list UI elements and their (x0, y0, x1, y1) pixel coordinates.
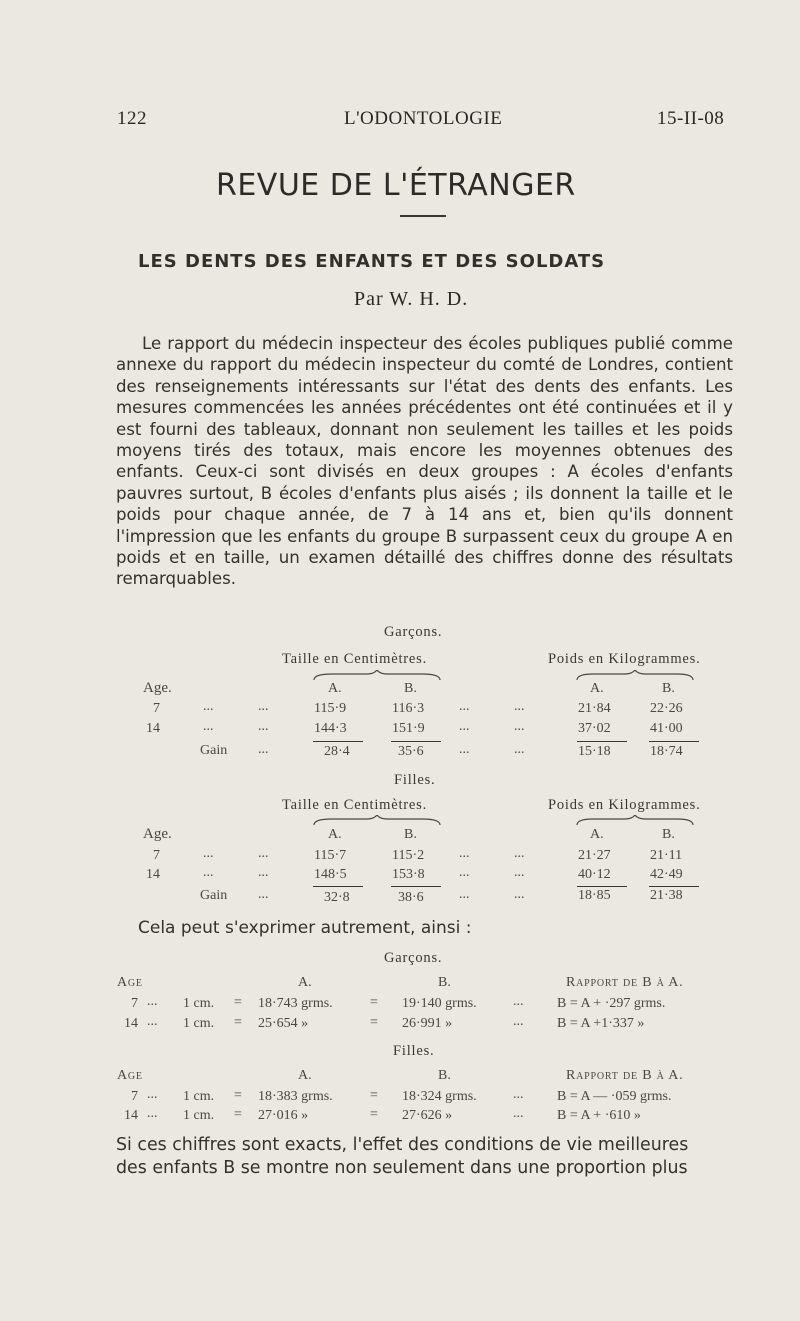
ratio-age: 7 (131, 1089, 138, 1104)
equals-sign: = (370, 1015, 378, 1030)
table-cell: 116·3 (392, 701, 425, 716)
age-header: Age (117, 1068, 143, 1083)
poids-header: Poids en Kilogrammes. (548, 651, 701, 667)
dots: ... (258, 887, 269, 902)
sum-rule (313, 741, 363, 742)
col-a-header: A. (298, 975, 312, 990)
col-a-header: A. (328, 681, 342, 696)
unit: 1 cm. (183, 1016, 215, 1031)
dots: ... (258, 865, 269, 880)
sum-rule (649, 886, 699, 887)
gain-label: Gain (200, 743, 228, 758)
gain-label: Gain (200, 888, 228, 903)
table-cell: 28·4 (324, 744, 350, 759)
unit: 1 cm. (183, 996, 215, 1011)
journal-name: L'ODONTOLOGIE (344, 108, 503, 129)
dots: ... (203, 719, 214, 734)
table-cell: 21·11 (650, 848, 683, 863)
table-cell: 151·9 (392, 721, 425, 736)
table-cell: 41·00 (650, 721, 683, 736)
sum-rule (313, 886, 363, 887)
dots: ... (514, 865, 525, 880)
col-a-header: A. (328, 827, 342, 842)
taille-brace (312, 815, 442, 827)
garcons-label: Garçons. (384, 624, 443, 640)
intro-paragraph (116, 333, 733, 590)
sum-rule (391, 741, 441, 742)
ratio-age: 14 (124, 1108, 138, 1123)
table-cell: 21·38 (650, 888, 683, 903)
ratio-a: 27·016 » (258, 1108, 309, 1123)
age-header: Age (117, 975, 143, 990)
dots: ... (514, 742, 525, 757)
age-cell: 7 (153, 701, 160, 716)
filles-label: Filles. (394, 772, 436, 788)
table-cell: 18·85 (578, 888, 611, 903)
col-b-header: B. (662, 827, 675, 842)
garcons-label: Garçons. (384, 950, 443, 966)
table-cell: 18·74 (650, 744, 683, 759)
article-title: LES DENTS DES ENFANTS ET DES SOLDATS (138, 251, 606, 272)
dots: ... (513, 1106, 524, 1121)
dots: ... (147, 994, 158, 1009)
dots: ... (147, 1106, 158, 1121)
sum-rule (577, 741, 627, 742)
table-cell: 153·8 (392, 867, 425, 882)
poids-brace (575, 815, 695, 827)
dots: ... (513, 1087, 524, 1102)
dots: ... (514, 887, 525, 902)
dots: ... (258, 699, 269, 714)
table-cell: 35·6 (398, 744, 424, 759)
age-cell: 14 (146, 867, 160, 882)
dots: ... (203, 846, 214, 861)
table-cell: 115·7 (314, 848, 347, 863)
ratio-a: 18·383 grms. (258, 1089, 333, 1104)
dots: ... (514, 719, 525, 734)
table-cell: 21·27 (578, 848, 611, 863)
dots: ... (459, 719, 470, 734)
col-b-header: B. (662, 681, 675, 696)
dots: ... (514, 699, 525, 714)
ratio-b: 27·626 » (402, 1108, 453, 1123)
taille-header: Taille en Centimètres. (282, 797, 428, 813)
byline: Par W. H. D. (354, 288, 469, 310)
equals-sign: = (234, 1088, 242, 1103)
equals-sign: = (370, 1107, 378, 1122)
dots: ... (459, 846, 470, 861)
rapport-header: Rapport de B à A. (566, 975, 684, 990)
age-cell: 14 (146, 721, 160, 736)
table-cell: 115·9 (314, 701, 347, 716)
rapport-value: B = A +1·337 » (557, 1016, 645, 1031)
ratio-b: 26·991 » (402, 1016, 453, 1031)
table-cell: 42·49 (650, 867, 683, 882)
table-cell: 38·6 (398, 890, 424, 905)
dots: ... (514, 846, 525, 861)
col-a-header: A. (590, 681, 604, 696)
table-cell: 37·02 (578, 721, 611, 736)
poids-header: Poids en Kilogrammes. (548, 797, 701, 813)
dots: ... (258, 742, 269, 757)
ratio-b: 18·324 grms. (402, 1089, 477, 1104)
dots: ... (459, 887, 470, 902)
table-cell: 22·26 (650, 701, 683, 716)
table-cell: 15·18 (578, 744, 611, 759)
unit: 1 cm. (183, 1108, 215, 1123)
ratio-age: 7 (131, 996, 138, 1011)
dots: ... (147, 1014, 158, 1029)
equals-sign: = (370, 995, 378, 1010)
col-b-header: B. (438, 1068, 451, 1083)
dots: ... (459, 699, 470, 714)
col-a-header: A. (298, 1068, 312, 1083)
taille-header: Taille en Centimètres. (282, 651, 428, 667)
table-cell: 32·8 (324, 890, 350, 905)
unit: 1 cm. (183, 1089, 215, 1104)
page-number: 122 (117, 108, 147, 129)
ratio-a: 25·654 » (258, 1016, 309, 1031)
dots: ... (258, 846, 269, 861)
rapport-value: B = A — ·059 grms. (557, 1089, 672, 1104)
age-header: Age. (143, 826, 172, 842)
col-b-header: B. (438, 975, 451, 990)
rapport-value: B = A + ·297 grms. (557, 996, 666, 1011)
equals-sign: = (234, 1107, 242, 1122)
age-cell: 7 (153, 848, 160, 863)
col-a-header: A. (590, 827, 604, 842)
dots: ... (203, 865, 214, 880)
issue-date: 15-II-08 (657, 108, 725, 129)
dots: ... (513, 1014, 524, 1029)
sum-rule (577, 886, 627, 887)
dots: ... (258, 719, 269, 734)
table-cell: 40·12 (578, 867, 611, 882)
equals-sign: = (370, 1088, 378, 1103)
dots: ... (459, 742, 470, 757)
ratio-intro: Cela peut s'exprimer autrement, ainsi : (138, 918, 472, 938)
title-rule (400, 215, 446, 217)
table-cell: 148·5 (314, 867, 347, 882)
dots: ... (147, 1087, 158, 1102)
rapport-header: Rapport de B à A. (566, 1068, 684, 1083)
dots: ... (459, 865, 470, 880)
age-header: Age. (143, 680, 172, 696)
intro-text: Le rapport du médecin inspecteur des écoles publiques publié comme annexe du rapport du médecin inspecteur du comté de Londres, contient des renseignements intéressants sur l'état des dents des enfants. Les mesures commencées les années précédentes ont été continuées et il y est fourni des tableaux, donnant non seulement les tailles et les poids moyens tirés des totaux, mais encore les moyennes obtenues des enfants. Ceux-ci sont divisés en deux groupes : A écoles d'enfants pauvres surtout, B écoles d'enfants plus aisés ; ils donnent la taille et le poids pour chaque année, de 7 à 14 ans et, bien qu'ils donnent l'impression que les enfants du groupe B surpassent ceux du groupe A en poids et en taille, un examen détaillé des chiffres donne des résultats remarquables. (116, 334, 733, 589)
ratio-b: 19·140 grms. (402, 996, 477, 1011)
closing-line: Si ces chiffres sont exacts, l'effet des conditions de vie meilleures (116, 1135, 689, 1155)
ratio-age: 14 (124, 1016, 138, 1031)
col-b-header: B. (404, 827, 417, 842)
section-title: REVUE DE L'ÉTRANGER (216, 168, 576, 203)
equals-sign: = (234, 995, 242, 1010)
closing-line: des enfants B se montre non seulement dans une proportion plus (116, 1158, 688, 1178)
table-cell: 21·84 (578, 701, 611, 716)
dots: ... (203, 699, 214, 714)
equals-sign: = (234, 1015, 242, 1030)
table-cell: 144·3 (314, 721, 347, 736)
dots: ... (513, 994, 524, 1009)
rapport-value: B = A + ·610 » (557, 1108, 641, 1123)
ratio-a: 18·743 grms. (258, 996, 333, 1011)
col-b-header: B. (404, 681, 417, 696)
filles-label: Filles. (393, 1043, 435, 1059)
sum-rule (649, 741, 699, 742)
table-cell: 115·2 (392, 848, 425, 863)
sum-rule (391, 886, 441, 887)
